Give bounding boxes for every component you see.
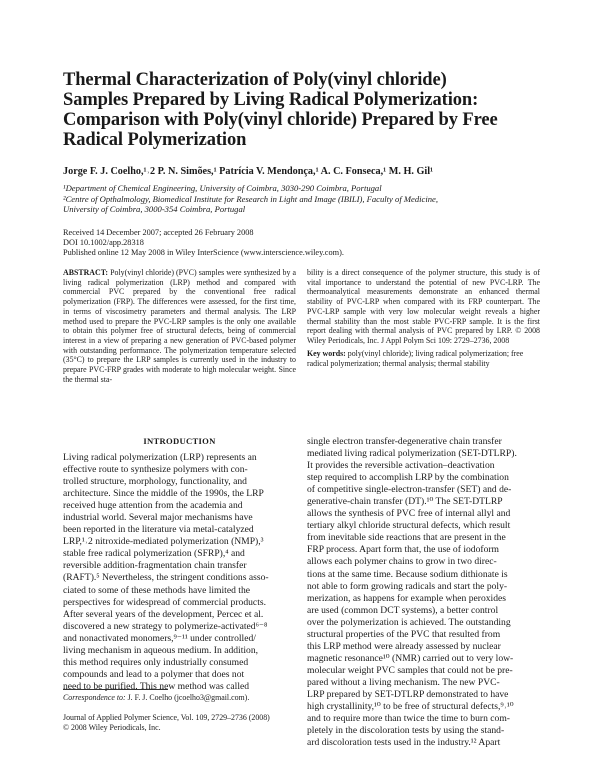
keywords-label: Key words: <box>307 349 346 358</box>
body-line: of competitive single-electron-transfer (SET) and de- <box>307 484 512 496</box>
body-line: effective route to synthesize polymers with con- <box>63 464 248 476</box>
body-line: merization, as happens for example when peroxides <box>307 592 507 604</box>
correspondence-label: Correspondence to: <box>63 693 126 702</box>
body-line: and nonactivated monomers,⁹⁻¹¹ under controlled/ <box>63 632 256 644</box>
body-line: industrial world. Several major mechanisms have <box>63 512 253 524</box>
body-line: living mechanism in aqueous medium. In addition, <box>63 644 259 656</box>
body-line: LRP prepared by SET-DTLRP demonstrated to have <box>307 688 509 700</box>
author-list: Jorge F. J. Coelho,¹˒2 P. N. Simões,¹ Patrícia V. Mendonça,¹ A. C. Fonseca,¹ M. H. Gil¹ <box>63 166 434 177</box>
title-line: Comparison with Poly(vinyl chloride) Prepared by Free <box>63 110 498 130</box>
body-line: this LRP method were already assessed by nuclear <box>307 640 501 652</box>
body-line: over the polymerization is achieved. The outstanding <box>307 616 511 628</box>
body-line: stable free radical polymerization (SFRP),⁴ and <box>63 548 245 560</box>
section-heading-introduction: INTRODUCTION <box>143 436 216 446</box>
body-line: pared without a living mechanism. The new PVC- <box>307 676 500 688</box>
body-line: this method requires only industrially consumed <box>63 656 249 668</box>
body-line: perspectives for widespread of commercial products. <box>63 596 266 608</box>
affiliation-line: ²Centre of Opthalmology, Biomedical Institute for Research in Light and Image (IBILI), Faculty of Medicine, <box>63 193 438 204</box>
body-line: allows the synthesis of PVC free of internal allyl and <box>307 508 511 520</box>
body-line: received huge attention from the academia and <box>63 500 243 512</box>
journal-citation: Journal of Applied Polymer Science, Vol. 109, 2729–2736 (2008) <box>63 713 270 722</box>
body-line: from inevitable side reactions that are present in the <box>307 532 506 544</box>
keywords <box>307 349 540 368</box>
body-line: allows each polymer chains to grow in two direc- <box>307 556 497 568</box>
affiliation-line: ¹Department of Chemical Engineering, University of Coimbra, 3030-290 Coimbra, Portugal <box>63 183 382 193</box>
article-history <box>63 228 543 258</box>
body-line: It provides the reversible activation–deactivation <box>307 460 495 472</box>
copyright-line: © 2008 Wiley Periodicals, Inc. <box>63 722 161 732</box>
body-line: high crystallinity,¹⁰ to be free of structural defects,⁹˒¹⁰ <box>307 701 514 713</box>
body-line: FRP process. Apart form that, the use of iodoform <box>307 544 500 556</box>
body-line: magnetic resonance¹⁰ (NMR) carried out to very low- <box>307 652 514 664</box>
received-date: Received 14 December 2007; accepted 26 February 2008 <box>63 228 254 237</box>
body-line: LRP,¹˒2 nitroxide-mediated polymerization (NMP),³ <box>63 536 264 548</box>
body-line: tions at the same time. Because sodium dithionate is <box>307 568 508 580</box>
body-line: not able to form growing radicals and start the poly- <box>307 580 508 592</box>
abstract-label: ABSTRACT: <box>63 268 109 277</box>
body-line: step required to accomplish LRP by the combination <box>307 472 509 484</box>
body-line: trolled structure, morphology, functionality, and <box>63 476 247 488</box>
body-line: architecture. Since the middle of the 1990s, the LRP <box>63 488 264 500</box>
body-line: discovered a new strategy to polymerize-activated⁶⁻⁸ <box>63 620 268 632</box>
correspondence-text: J. F. J. Coelho (jcoelho3@gmail.com). <box>127 693 250 702</box>
abstract-left <box>63 268 296 384</box>
abstract-text-left: Poly(vinyl chloride) (PVC) samples were synthesized by a living radical polymerization (LRP) method and compared with commercial PVC prepared by the conventional free radical polymerization (FRP). The differences were assessed, for the first time, in terms of viscosimetry parameters and thermal analysis. The LRP method used to prepare the PVC-LRP samples is the only one available to obtain this polymer free of structural defects, being of commercial interest in a view of preparing a new generation of PVC-based polymer with outstanding performance. The polymerization temperature selected (35°C) to prepare the LRP samples is currently used in the industry to prepare PVC-FRP grades with moderate to high molecular weight. Since the thermal sta- <box>63 268 296 384</box>
body-line: ciated to some of these methods have limited the <box>63 584 251 596</box>
body-line: pletely in the discoloration tests by using the stand- <box>307 725 505 737</box>
title-line: Radical Polymerization <box>63 130 247 150</box>
body-line: After several years of the development, Percec et al. <box>63 608 264 620</box>
title-line: Samples Prepared by Living Radical Polymerization: <box>63 90 479 110</box>
body-column-right <box>307 436 540 749</box>
footnote-divider <box>63 689 168 690</box>
body-line: compounds and lead to a polymer that does not <box>63 668 245 680</box>
abstract-right: bility is a direct consequence of the polymer structure, this study is of vital importance to understand the potential of new PVC-LRP. The thermoanalytical measurements demonstrate an enhanced thermal stability of PVC-LRP when compared with its FRP counterpart. The PVC-LRP sample with very low molecular weight reveals a higher thermal stability than the most stable PVC-FRP sample. It is the first report dealing with thermal analysis of PVC prepared by LRP. © 2008 Wiley Periodicals, Inc. J Appl Polym Sci 109: 2729–2736, 2008 <box>307 268 540 345</box>
body-line: and to require more than twice the time to burn com- <box>307 713 511 725</box>
affiliations <box>63 183 543 215</box>
published-online: Published online 12 May 2008 in Wiley InterScience (www.interscience.wiley.com). <box>63 248 344 257</box>
journal-reference <box>63 713 296 732</box>
body-line: structural properties of the PVC that resulted from <box>307 628 501 640</box>
body-column-left <box>63 452 296 693</box>
body-line: reversible addition-fragmentation chain transfer <box>63 560 247 572</box>
correspondence-note <box>63 693 296 703</box>
body-line: are used (common DCT systems), a better control <box>307 604 499 616</box>
body-line: (RAFT).⁵ Nevertheless, the stringent conditions asso- <box>63 572 269 584</box>
body-line: need to be purified. This new method was called <box>63 680 250 692</box>
article-title <box>63 70 543 150</box>
body-line: ard discoloration tests used in the industry.¹² Apart <box>307 737 501 749</box>
keywords-text: poly(vinyl chloride); living radical polymerization; free radical polymerization; thermal analysis; thermal stability <box>307 349 524 368</box>
doi: DOI 10.1002/app.28318 <box>63 238 144 247</box>
body-line: single electron transfer-degenerative chain transfer <box>307 436 502 447</box>
body-line: been reported in the literature via metal-catalyzed <box>63 524 254 536</box>
body-line: molecular weight PVC samples that could not be pre- <box>307 664 513 676</box>
body-line: Living radical polymerization (LRP) represents an <box>63 452 257 463</box>
body-line: generative-chain transfer (DT).¹⁰ The SET-DTLRP <box>307 496 503 508</box>
affiliation-line: University of Coimbra, 3000-354 Coimbra, Portugal <box>63 204 246 214</box>
body-line: tertiary alkyl chloride structural defects, which result <box>307 520 511 532</box>
title-line: Thermal Characterization of Poly(vinyl chloride) <box>63 70 447 90</box>
body-line: mediated living radical polymerization (SET-DTLRP). <box>307 448 517 460</box>
